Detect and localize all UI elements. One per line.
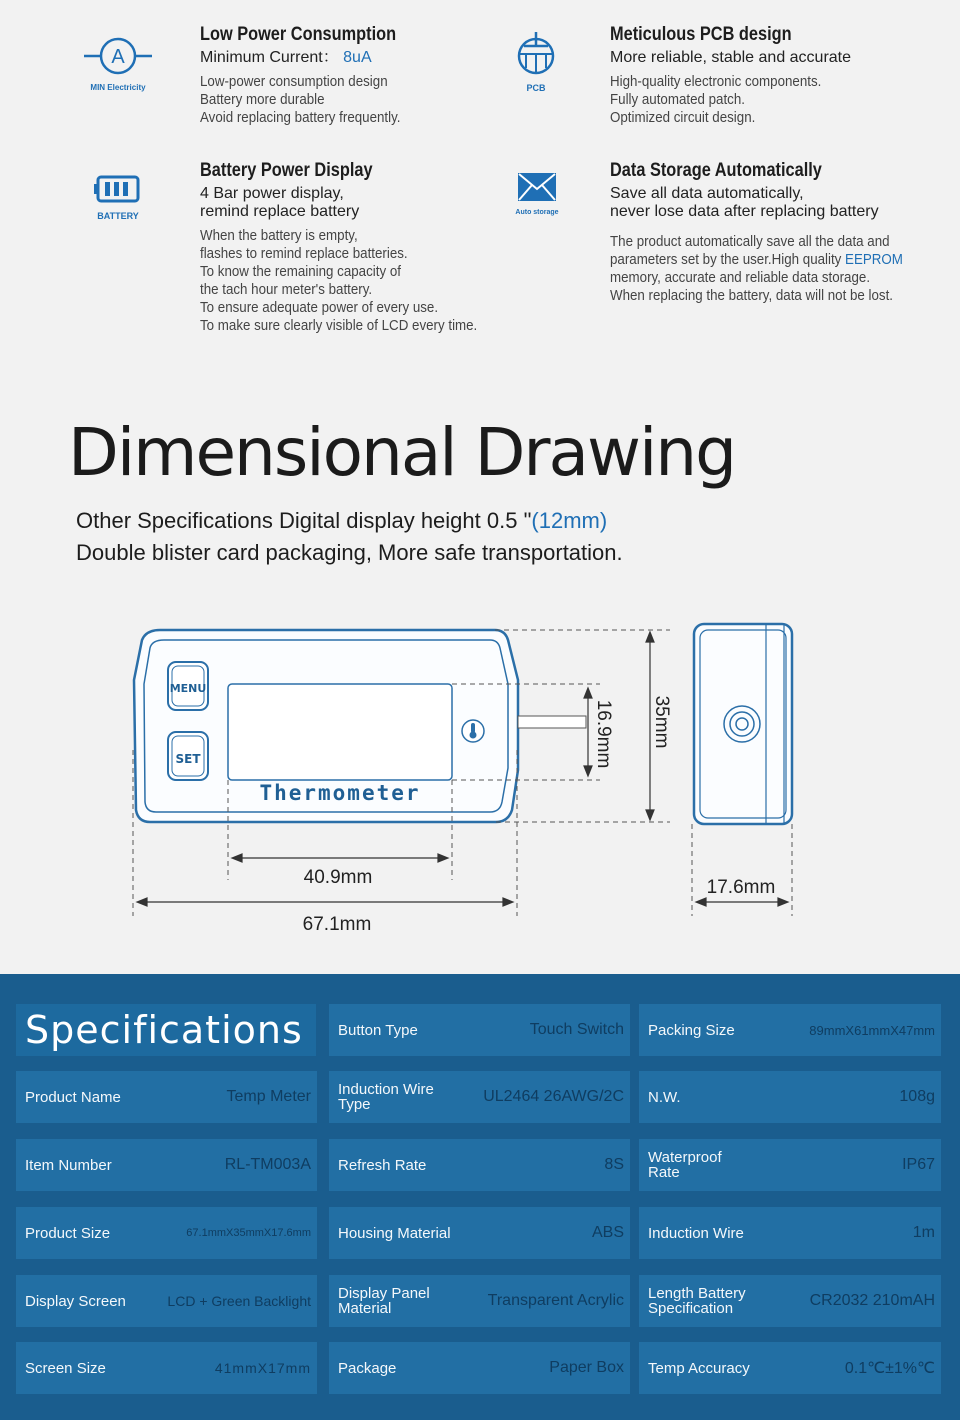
menu-button-label: MENU [169,682,207,695]
feature-title: Low Power Consumption [200,24,397,45]
spec-product-size: Product Size 67.1mmX35mmX17.6mm [16,1207,317,1259]
feature-desc: Low-power consumption design Battery more durable Avoid replacing battery frequently. [200,74,401,126]
feature-title: Meticulous PCB design [610,24,792,45]
feature-low-power [200,24,428,127]
spec-display-screen: Display Screen LCD + Green Backlight [16,1275,317,1327]
feature-title: Battery Power Display [200,160,373,181]
pcb-chip-icon [510,32,562,93]
spec-temp-accuracy: Temp Accuracy 0.1℃±1%℃ [639,1342,941,1394]
feature-subtitle: Minimum Current： 8uA [200,49,372,66]
icon-caption: PCB [526,83,546,93]
feature-subtitle: Save all data automatically, never lose data after replacing battery [610,185,879,220]
feature-desc: High-quality electronic components. Fully automated patch. Optimized circuit design. [610,74,822,126]
spec-button-type: Button Type Touch Switch [329,1004,630,1056]
set-button-label: SET [175,752,201,766]
dim-display-height: 16.9mm [593,699,614,769]
spec-refresh-rate: Refresh Rate 8S [329,1139,630,1191]
spec-line-display-height: Other Specifications Digital display height 0.5 "(12mm) [76,508,608,533]
dimensional-drawing [0,600,960,960]
spec-packing-size: Packing Size 89mmX61mmX47mm [639,1004,941,1056]
spec-item-number: Item Number RL-TM003A [16,1139,317,1191]
spec-battery: Length Battery Specification CR2032 210mAH [639,1275,941,1327]
feature-pcb-design [610,24,851,127]
spec-display-panel-material: Display Panel Material Transparent Acrylic [329,1275,630,1327]
device-side-view [694,624,792,824]
feature-desc: The product automatically save all the data and parameters set by the user.High quality EEPROM memory, accurate and reliable data storage. When replacing the battery, data will not be lost. [610,234,903,304]
spec-housing-material: Housing Material ABS [329,1207,630,1259]
dim-depth: 17.6mm [706,877,776,898]
spec-net-weight: N.W. 108g [639,1071,941,1123]
envelope-icon [510,172,564,216]
specifications-heading: Specifications [16,1004,316,1056]
dim-display-width: 40.9mm [303,867,373,888]
feature-battery-display [200,160,501,335]
feature-data-storage [610,160,928,305]
icon-caption: MIN Electricity [90,83,146,92]
feature-title: Data Storage Automatically [610,160,822,181]
battery-icon [88,174,148,221]
spec-waterproof-rate: Waterproof Rate IP67 [639,1139,941,1191]
icon-caption: Auto storage [515,209,559,216]
spec-package: Package Paper Box [329,1342,630,1394]
induction-wire [518,716,586,728]
dimensional-title: Dimensional Drawing [68,414,736,491]
dim-total-width: 67.1mm [302,914,372,935]
spec-induction-wire-type: Induction Wire Type UL2464 26AWG/2C [329,1071,630,1123]
feature-subtitle: More reliable, stable and accurate [610,49,852,66]
spec-induction-wire: Induction Wire 1m [639,1207,941,1259]
device-label: Thermometer [259,781,421,805]
icon-caption: BATTERY [97,211,139,221]
dim-total-height: 35mm [651,695,672,749]
feature-subtitle: 4 Bar power display, remind replace battery [200,185,360,220]
spec-line-packaging: Double blister card packaging, More safe transportation. [76,540,623,565]
spec-screen-size: Screen Size 41mmX17mm [16,1342,317,1394]
specifications-panel [0,974,960,1420]
feature-desc: When the battery is empty, flashes to remind replace batteries. To know the remaining capacity of the tach hour meter's battery. To ensure adequate power of every use. To make sure clearly visible of LCD every time. [200,228,478,334]
ammeter-icon [84,36,152,92]
spec-product-name: Product Name Temp Meter [16,1071,317,1123]
device-display [228,684,452,780]
svg-text:A: A [111,46,125,68]
